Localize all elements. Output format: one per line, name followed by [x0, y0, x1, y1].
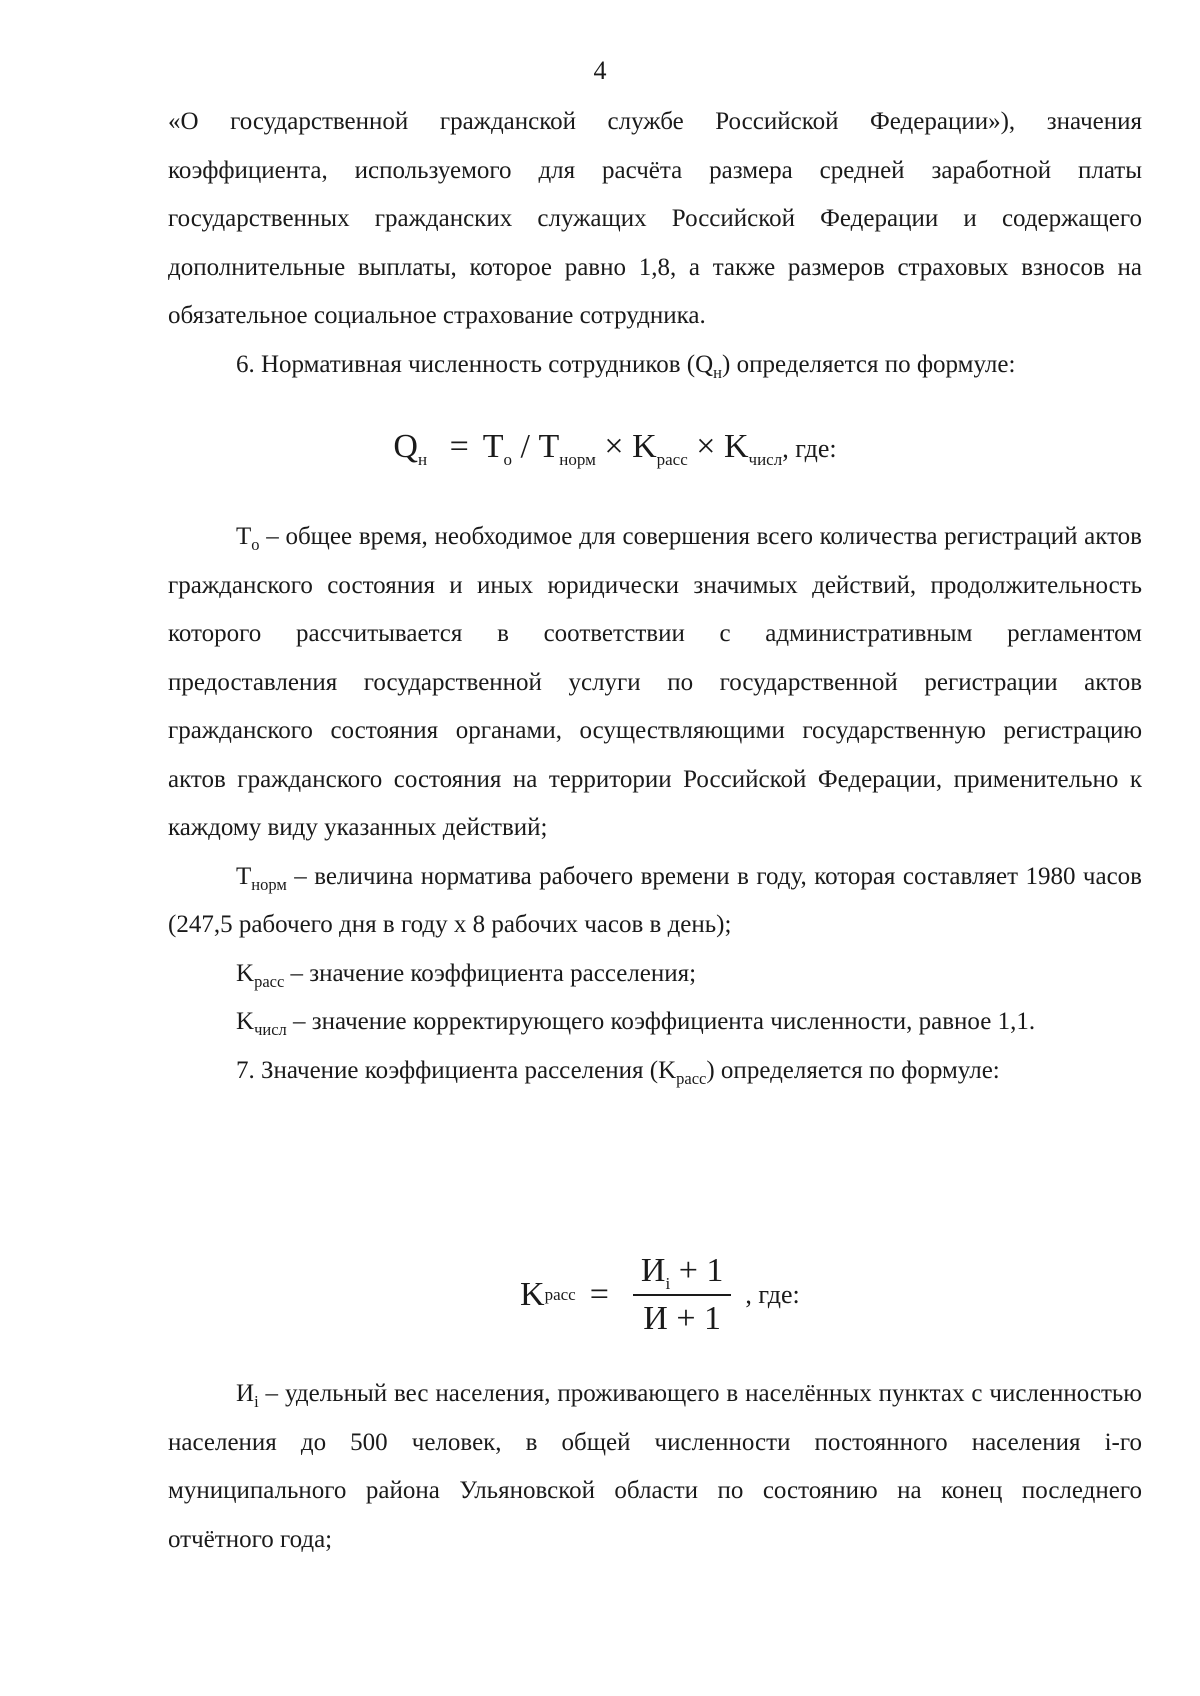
text-block-bottom [168, 1370, 1142, 1564]
definition-kchisl-symbol: K [236, 1008, 255, 1035]
definition-krass-symbol: K [236, 959, 255, 987]
definition-to-sub: о [251, 535, 260, 554]
formula-q-sub: н [417, 449, 428, 469]
formula-tnorm-sub: норм [559, 449, 596, 469]
paragraph-7-subscript: расс [676, 1068, 707, 1088]
definition-ii-sub: i [254, 1392, 259, 1411]
formula-tail: , где: [782, 434, 837, 463]
formula2-num-symbol: И [640, 1252, 666, 1289]
text-block-middle [168, 513, 1142, 1095]
paragraph-6-subscript: н [713, 362, 723, 382]
formula2-num-sub: i [665, 1273, 671, 1293]
formula-divide: / [520, 428, 530, 465]
definition-kchisl-sub: числ [254, 1020, 287, 1039]
definition-to [168, 513, 1142, 853]
page-number: 4 [593, 56, 607, 85]
definition-tnorm [168, 853, 1142, 950]
continued-paragraph: «О государственной гражданской службе Российской Федерации»), значения коэффициента, используемого для расчёта размера средней заработной платы государственных гражданских служащих Российской Федерации и содержащего дополнительные выплаты, которое равно 1,8, а также размеров страховых взносов на обязательное социальное страхование сотрудника. [168, 108, 1142, 329]
formula2-equals: = [589, 1276, 609, 1313]
formula-staff-count [0, 425, 1200, 471]
formula2-denominator: И + 1 [643, 1300, 721, 1337]
definition-ii-symbol: И [236, 1380, 255, 1407]
paragraph-7 [168, 1047, 1142, 1096]
formula2-fraction [633, 1252, 731, 1338]
formula-tnorm: T [538, 428, 560, 465]
definition-ii-text: – удельный вес населения, проживающего в населённых пунктах с численностью населения до 500 человек, в общей численности постоянного населения i-го муниципального района Ульяновской области по состоянию на конец последнего отчётного года; [168, 1380, 1142, 1553]
definition-to-text: – общее время, необходимое для совершения всего количества регистраций актов гражданского состояния и иных юридически значимых действий, продолжительность которого рассчитывается в соответствии с административным регламентом предоставления государственной услуги по государственной регистрации актов гражданского состояния органами, осуществляющими государственную регистрацию актов гражданского состояния на территории Российской Федерации, применительно к каждому виду указанных действий; [168, 523, 1142, 841]
formula-equals: = [449, 428, 469, 465]
formula-k-chisl-sub: числ [748, 449, 783, 469]
formula2-tail: , где: [745, 1280, 800, 1309]
definition-krass-sub: расс [254, 971, 285, 991]
definition-krass [168, 950, 1142, 999]
paragraph-7-prefix: 7. Значение коэффициента расселения (K [236, 1056, 677, 1084]
formula-k-rass: K [632, 428, 657, 465]
definition-krass-text: – значение коэффициента расселения; [284, 959, 697, 987]
paragraph-7-suffix: ) определяется по формуле: [706, 1056, 1000, 1084]
formula-t: T [482, 428, 504, 465]
definition-tnorm-sub: норм [251, 874, 287, 894]
paragraph-6-suffix: ) определяется по формуле: [722, 350, 1016, 378]
paragraph-6-prefix: 6. Нормативная численность сотрудников (Q [236, 350, 714, 378]
definition-tnorm-text: – величина норматива рабочего времени в году, которая составляет 1980 часов (247,5 рабочего дня в году х 8 рабочих часов в день); [168, 862, 1142, 938]
formula-k-rass-sub: расс [656, 449, 688, 469]
formula-times-2: × [696, 428, 716, 465]
formula-t-sub: о [503, 449, 513, 469]
formula-settlement-coefficient: K расс = $\frac{И_i + 1}{И + 1}$ , где: [520, 1252, 800, 1337]
definition-tnorm-symbol: T [236, 862, 252, 890]
definition-kchisl [168, 998, 1142, 1047]
formula2-numerator [633, 1252, 731, 1296]
definition-ii [168, 1370, 1142, 1564]
definition-to-symbol: T [236, 523, 252, 550]
formula-k-chisl: K [723, 428, 749, 465]
formula-times-1: × [604, 428, 624, 465]
definition-kchisl-text: – значение корректирующего коэффициента численности, равное 1,1. [286, 1008, 1036, 1035]
paragraph-6 [168, 341, 1142, 390]
text-block-top [168, 98, 1142, 389]
formula2-k: K [520, 1276, 545, 1313]
formula2-num-tail: + 1 [670, 1252, 724, 1289]
formula-q: Q [393, 428, 418, 465]
